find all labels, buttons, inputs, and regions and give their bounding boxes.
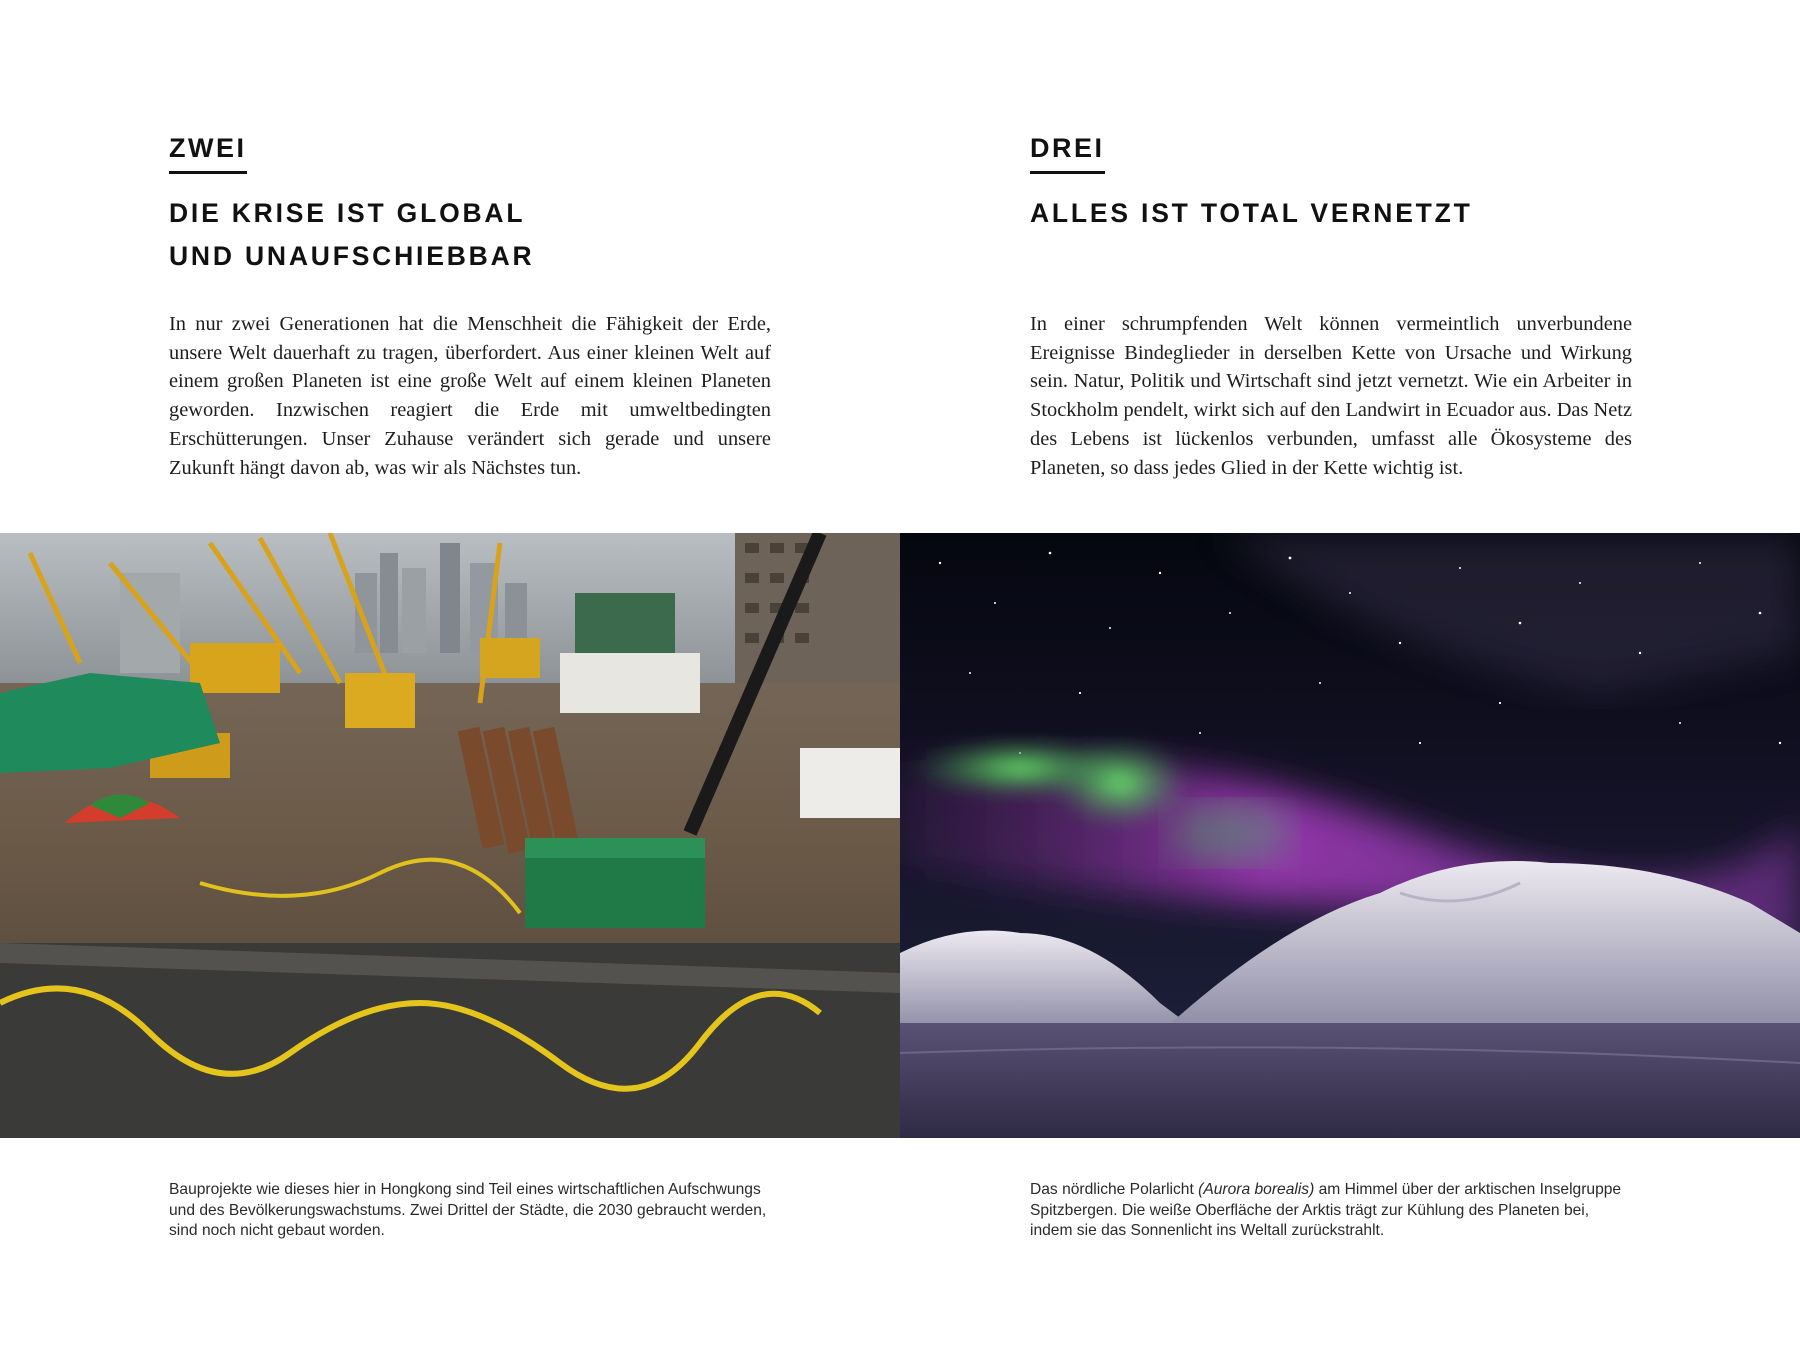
heading-line: DIE KRISE IST GLOBAL: [169, 198, 526, 228]
caption-text: Das nördliche Polarlicht: [1030, 1181, 1199, 1198]
heading-line: ALLES IST TOTAL VERNETZT: [1030, 198, 1473, 228]
aurora-borealis-photo: [900, 533, 1800, 1138]
body-text-left: In nur zwei Generationen hat die Menschheit die Fähigkeit der Erde, unsere Welt dauerhaft zu tragen, überfordert. Aus einer kleinen Welt auf einem großen Planeten ist eine große Welt auf einem kleinen Planeten geworden. Inzwischen reagiert die Erde mit umweltbedingten Erschütterungen. Unser Zuhause verändert sich gerade und unsere Zukunft hängt davon ab, was wir als Nächstes tun.: [169, 313, 771, 479]
body-text-right: In einer schrumpfenden Welt können vermeintlich unverbundene Ereignisse Bindeglieder in derselben Kette von Ursache und Wirkung sein. Natur, Politik und Wirtschaft sind jetzt vernetzt. Wie ein Arbeiter in Stockholm pendelt, wirkt sich auf den Landwirt in Ecuador aus. Das Netz des Lebens ist lückenlos verbunden, umfasst alle Ökosysteme des Planeten, so dass jedes Glied in der Kette wichtig ist.: [1030, 313, 1632, 479]
section-heading-right: [1030, 192, 1632, 235]
section-heading-left: [169, 192, 771, 278]
heading-line: UND UNAUFSCHIEBBAR: [169, 241, 535, 271]
section-number-zwei: ZWEI: [169, 133, 247, 174]
section-number-drei: DREI: [1030, 133, 1105, 174]
photo-caption-right: [1030, 1180, 1632, 1242]
caption-italic-text: (Aurora borealis): [1198, 1181, 1315, 1198]
photo-caption-left: Bauprojekte wie dieses hier in Hongkong sind Teil eines wirtschaftlichen Aufschwungs und des Bevölkerungswachstums. Zwei Drittel der Städte, die 2030 gebraucht werden, sind noch nicht gebaut worden.: [169, 1181, 767, 1239]
construction-site-photo: [0, 533, 900, 1138]
caption-text: am Himmel über der arktischen Inselgruppe Spitzbergen. Die weiße Oberfläche der Arktis trägt zur Kühlung des Planeten bei, indem sie das Sonnenlicht ins Weltall zurückstrahlt.: [1030, 1181, 1622, 1239]
